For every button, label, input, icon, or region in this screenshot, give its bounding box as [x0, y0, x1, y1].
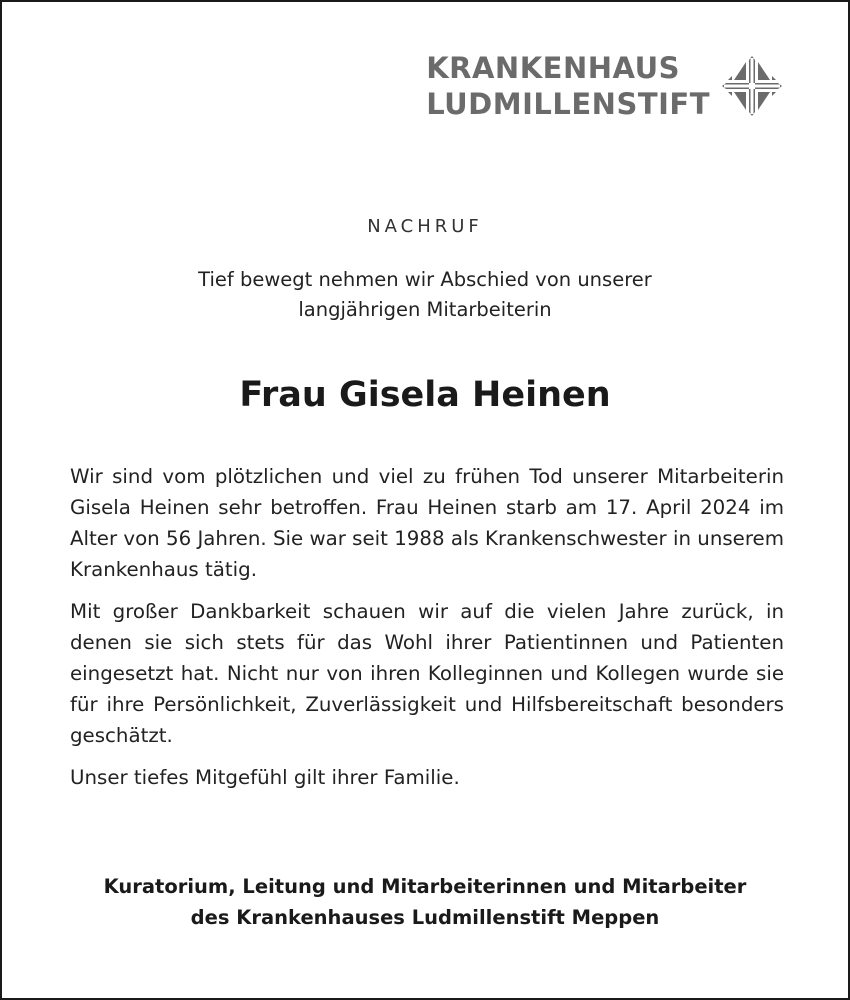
- notice-body: [70, 461, 784, 804]
- intro-line-1: Tief bewegt nehmen wir Abschied von unserer: [198, 268, 652, 291]
- signature-line-1: Kuratorium, Leitung und Mitarbeiterinnen und Mitarbeiter: [103, 875, 747, 898]
- logo-line-1: KRANKENHAUS: [426, 51, 681, 85]
- body-paragraph-1: Wir sind vom plötzlichen und viel zu frühen Tod unserer Mitarbeiterin Gisela Heinen sehr betroffen. Frau Heinen starb am 17. April 2024 im Alter von 56 Jahren. Sie war seit 1988 als Krankenschwester in unserem Krankenhaus tätig.: [70, 465, 784, 581]
- intro-text: [2, 265, 848, 325]
- intro-line-2: langjährigen Mitarbeiterin: [298, 298, 552, 321]
- hospital-logo: [426, 50, 784, 122]
- logo-line-2: LUDMILLENSTIFT: [426, 87, 710, 121]
- deceased-name: Frau Gisela Heinen: [239, 375, 611, 415]
- logo-wordmark: [426, 50, 710, 122]
- signature-block: [2, 871, 848, 933]
- body-paragraph-2: Mit großer Dankbarkeit schauen wir auf die vielen Jahre zurück, in denen sie sich stets für das Wohl ihrer Patientinnen und Patienten eingesetzt hat. Nicht nur von ihren Kolleginnen und Kollegen wurde sie für ihre Persönlichkeit, Zuverlässigkeit und Hilfsbereitschaft besonders geschätzt.: [70, 600, 784, 747]
- signature-line-2: des Krankenhauses Ludmillenstift Meppen: [190, 906, 660, 929]
- cross-emblem-icon: [720, 54, 784, 118]
- body-paragraph-3: Unser tiefes Mitgefühl gilt ihrer Familie.: [70, 766, 460, 789]
- notice-heading: NACHRUF: [367, 216, 483, 237]
